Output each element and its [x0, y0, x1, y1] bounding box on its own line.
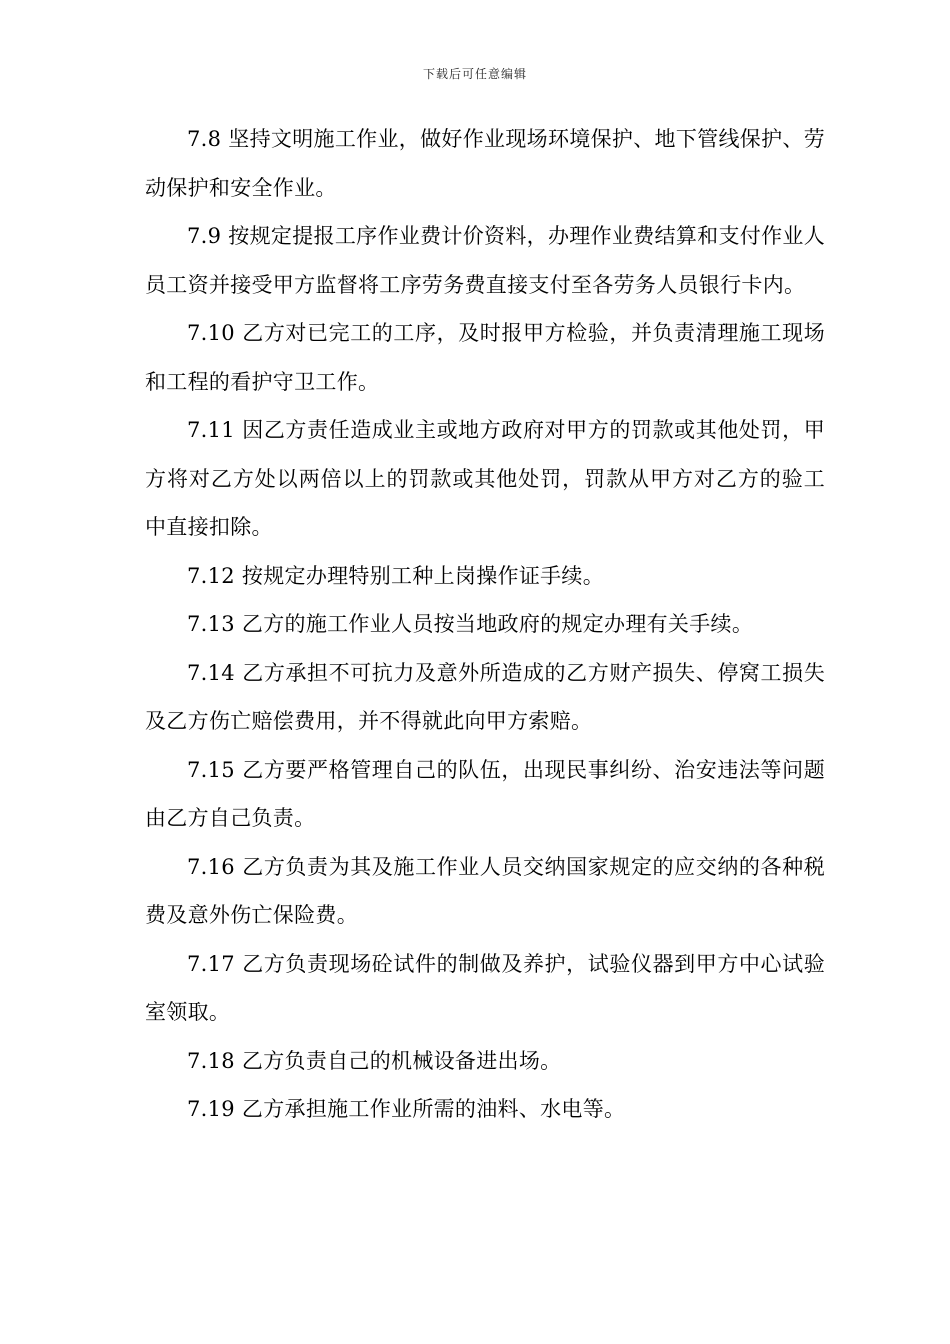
- clause-7-16: 7.16 乙方负责为其及施工作业人员交纳国家规定的应交纳的各种税费及意外伤亡保险费。: [145, 854, 825, 927]
- page-header: 下载后可任意编辑: [422, 67, 527, 81]
- clause-7-17: 7.17 乙方负责现场砼试件的制做及养护，试验仪器到甲方中心试验室领取。: [145, 951, 825, 1024]
- clause-7-9: 7.9 按规定提报工序作业费计价资料，办理作业费结算和支付作业人员工资并接受甲方监督将工序劳务费直接支付至各劳务人员银行卡内。: [145, 224, 825, 297]
- clause-7-10: 7.10 乙方对已完工的工序，及时报甲方检验，并负责清理施工现场和工程的看护守卫工作。: [145, 321, 825, 394]
- clause-7-14: 7.14 乙方承担不可抗力及意外所造成的乙方财产损失、停窝工损失及乙方伤亡赔偿费用，并不得就此向甲方索赔。: [145, 660, 825, 733]
- clause-7-15: 7.15 乙方要严格管理自己的队伍，出现民事纠纷、治安违法等问题由乙方自己负责。: [145, 757, 825, 830]
- clause-7-19: 7.19 乙方承担施工作业所需的油料、水电等。: [187, 1097, 626, 1121]
- clause-7-18: 7.18 乙方负责自己的机械设备进出场。: [187, 1048, 562, 1073]
- clause-7-13: 7.13 乙方的施工作业人员按当地政府的规定办理有关手续。: [187, 612, 754, 636]
- clause-7-12: 7.12 按规定办理特别工种上岗操作证手续。: [187, 563, 605, 588]
- clause-7-8: 7.8 坚持文明施工作业，做好作业现场环境保护、地下管线保护、劳动保护和安全作业。: [145, 127, 825, 200]
- document-body: [145, 115, 825, 1134]
- clause-7-11: 7.11 因乙方责任造成业主或地方政府对甲方的罚款或其他处罚，甲方将对乙方处以两倍以上的罚款或其他处罚，罚款从甲方对乙方的验工中直接扣除。: [145, 418, 825, 539]
